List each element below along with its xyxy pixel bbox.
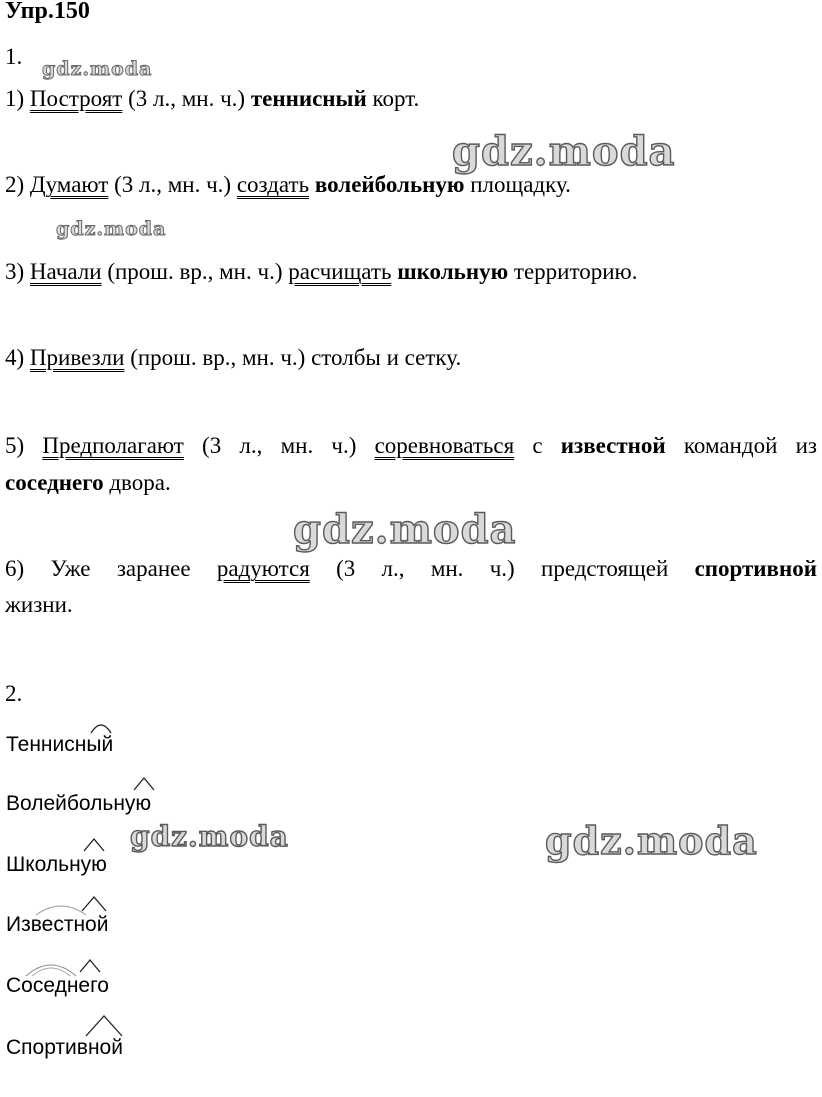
- adjective: спортивной: [694, 556, 817, 581]
- watermark: gdz.moda: [130, 820, 289, 853]
- suffix-mark-icon: [6, 1016, 156, 1040]
- grammar-note: (3 л., мн. ч.): [183, 433, 375, 458]
- sentence-number: 3): [5, 259, 30, 284]
- adjective: известной: [560, 433, 666, 458]
- sentence-start: 6) Уже заранее: [5, 556, 217, 581]
- morpheme-word-6: [6, 1036, 123, 1060]
- verb-predicate: Предполагают: [42, 433, 184, 458]
- root-mark-icon: [6, 954, 136, 978]
- sentence-rest: командой из: [665, 433, 817, 458]
- grammar-note: (прош. вр., мн. ч.): [101, 259, 289, 284]
- grammar-note: (3 л., мн. ч.): [122, 86, 251, 111]
- root-mark-icon: [6, 713, 146, 737]
- sentence-5-line-1: [5, 432, 817, 460]
- verb-predicate: радуются: [216, 556, 310, 581]
- morpheme-word-text: Школьную: [6, 853, 107, 876]
- morpheme-word-text: Соседнего: [6, 974, 109, 997]
- sentence-rest: жизни.: [5, 592, 73, 617]
- verb-infinitive: расчищать: [288, 259, 392, 284]
- morpheme-word-text: Волейбольную: [6, 792, 152, 815]
- sentence-2: [5, 171, 571, 199]
- watermark: gdz.moda: [452, 128, 676, 175]
- sentence-rest: (прош. вр., мн. ч.) столбы и сетку.: [124, 345, 462, 370]
- preposition: с: [514, 433, 561, 458]
- morpheme-word-1: [6, 733, 113, 757]
- watermark: gdz.moda: [42, 58, 153, 80]
- morpheme-word-3: [6, 853, 107, 877]
- sentence-rest: территорию.: [508, 259, 638, 284]
- watermark: gdz.moda: [293, 506, 517, 553]
- sentence-rest: площадку.: [464, 172, 571, 197]
- grammar-note: (3 л., мн. ч.): [108, 172, 237, 197]
- suffix-mark-icon: [6, 833, 136, 857]
- morpheme-word-4: [6, 913, 108, 937]
- task-2-number: 2.: [5, 681, 23, 706]
- sentence-number: 5): [5, 433, 43, 458]
- verb-predicate: Начали: [29, 259, 102, 284]
- sentence-1: [5, 85, 419, 113]
- verb-predicate: Думают: [29, 172, 109, 197]
- morpheme-word-text: Теннисный: [6, 733, 114, 756]
- suffix-mark-icon: [6, 772, 176, 796]
- verb-infinitive: соревноваться: [374, 433, 515, 458]
- verb-predicate: Построят: [29, 86, 123, 111]
- sentence-6-line-1: [5, 555, 817, 583]
- sentence-5-line-2: [5, 469, 171, 497]
- adjective: волейбольную: [314, 172, 465, 197]
- morpheme-word-text: Спортивной: [6, 1036, 123, 1059]
- sentence-rest: корт.: [366, 86, 420, 111]
- watermark: gdz.moda: [545, 818, 758, 863]
- sentence-6-line-2: [5, 591, 73, 619]
- verb-predicate: Привезли: [29, 345, 125, 370]
- morpheme-word-5: [6, 974, 109, 998]
- sentence-rest: двора.: [103, 470, 171, 495]
- sentence-number: 1): [5, 86, 30, 111]
- adjective: школьную: [397, 259, 509, 284]
- task-1-number: 1.: [5, 44, 23, 69]
- sentence-number: 4): [5, 345, 30, 370]
- suffix-mark-icon: [6, 893, 136, 917]
- morpheme-word-2: [6, 792, 151, 816]
- adjective: соседнего: [5, 470, 104, 495]
- exercise-title: Упр.150: [5, 0, 90, 24]
- morpheme-word-text: Известной: [6, 913, 109, 936]
- sentence-3: [5, 258, 637, 286]
- sentence-4: [5, 344, 461, 372]
- watermark: gdz.moda: [56, 218, 167, 240]
- sentence-number: 2): [5, 172, 30, 197]
- grammar-note: (3 л., мн. ч.) предстоящей: [309, 556, 695, 581]
- adjective: теннисный: [250, 86, 367, 111]
- verb-infinitive: создать: [236, 172, 310, 197]
